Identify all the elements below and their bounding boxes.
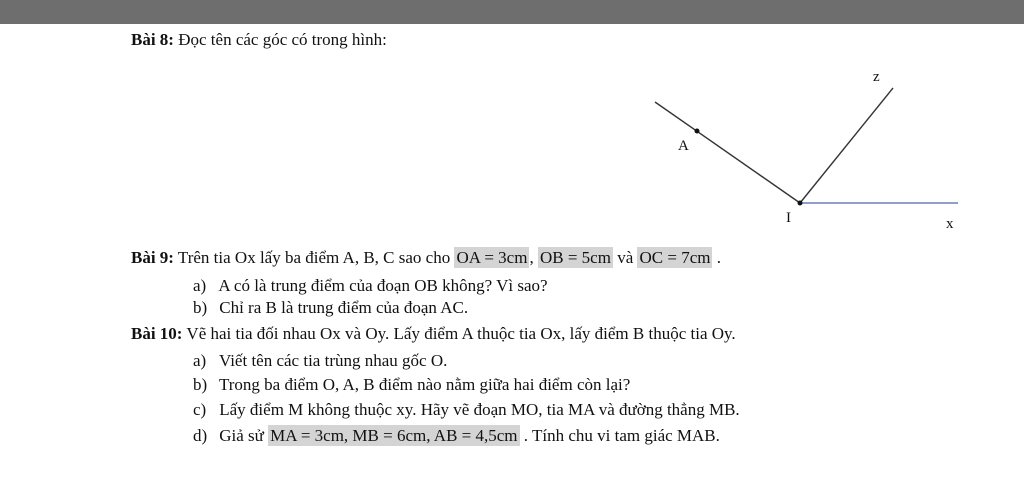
exercise-10-text: Vẽ hai tia đối nhau Ox và Oy. Lấy điểm A thuộc tia Ox, lấy điểm B thuộc tia Oy. xyxy=(182,324,736,343)
exercise-8-label: Bài 8: xyxy=(131,30,174,49)
item-label: a) xyxy=(193,276,207,295)
point-I-dot xyxy=(798,201,803,206)
item-text: Giả sử xyxy=(219,426,269,445)
label-z: z xyxy=(873,69,880,85)
item-label: d) xyxy=(193,426,208,445)
formula-mab: MA = 3cm, MB = 6cm, AB = 4,5cm xyxy=(270,426,518,445)
exercise-10-item-c xyxy=(193,400,740,420)
point-A-dot xyxy=(695,129,700,134)
conjunction: và xyxy=(612,248,638,267)
formula-oc: OC = 7cm xyxy=(639,248,711,267)
item-label: b) xyxy=(193,298,208,317)
ray-Iz xyxy=(800,88,893,203)
formula-oa: OA = 3cm xyxy=(456,248,528,267)
label-A: A xyxy=(678,138,689,154)
exercise-9-label: Bài 9: xyxy=(131,248,174,267)
item-label: a) xyxy=(193,351,207,370)
item-text-end: . Tính chu vi tam giác MAB. xyxy=(519,426,720,445)
item-text: Trong ba điểm O, A, B điểm nào nằm giữa hai điểm còn lại? xyxy=(218,375,631,394)
formula-ob: OB = 5cm xyxy=(539,248,611,267)
label-x: x xyxy=(946,216,954,232)
ray-IA xyxy=(655,102,800,203)
exercise-9-text: Trên tia Ox lấy ba điểm A, B, C sao cho xyxy=(173,248,455,267)
exercise-10-item-b xyxy=(193,375,630,395)
exercise-9-item-b xyxy=(193,298,468,318)
exercise-9-item-a xyxy=(193,276,548,296)
item-label: b) xyxy=(193,375,208,394)
item-text: Viết tên các tia trùng nhau gốc O. xyxy=(218,351,448,370)
exercise-10-item-a xyxy=(193,351,447,371)
exercise-10-item-d xyxy=(193,426,720,446)
exercise-8-text: Đọc tên các góc có trong hình: xyxy=(173,30,387,49)
exercise-10-heading xyxy=(131,324,736,344)
label-I: I xyxy=(786,210,791,226)
item-label: c) xyxy=(193,400,207,419)
item-text: A có là trung điểm của đoạn OB không? Vì sao? xyxy=(218,276,548,295)
exercise-10-label: Bài 10: xyxy=(131,324,183,343)
separator: , xyxy=(529,248,538,267)
item-text: Lấy điểm M không thuộc xy. Hãy vẽ đoạn MO, tia MA và đường thẳng MB. xyxy=(219,400,740,419)
period: . xyxy=(712,248,721,267)
item-text: Chỉ ra B là trung điểm của đoạn AC. xyxy=(219,298,469,317)
exercise-9-heading xyxy=(131,248,721,268)
